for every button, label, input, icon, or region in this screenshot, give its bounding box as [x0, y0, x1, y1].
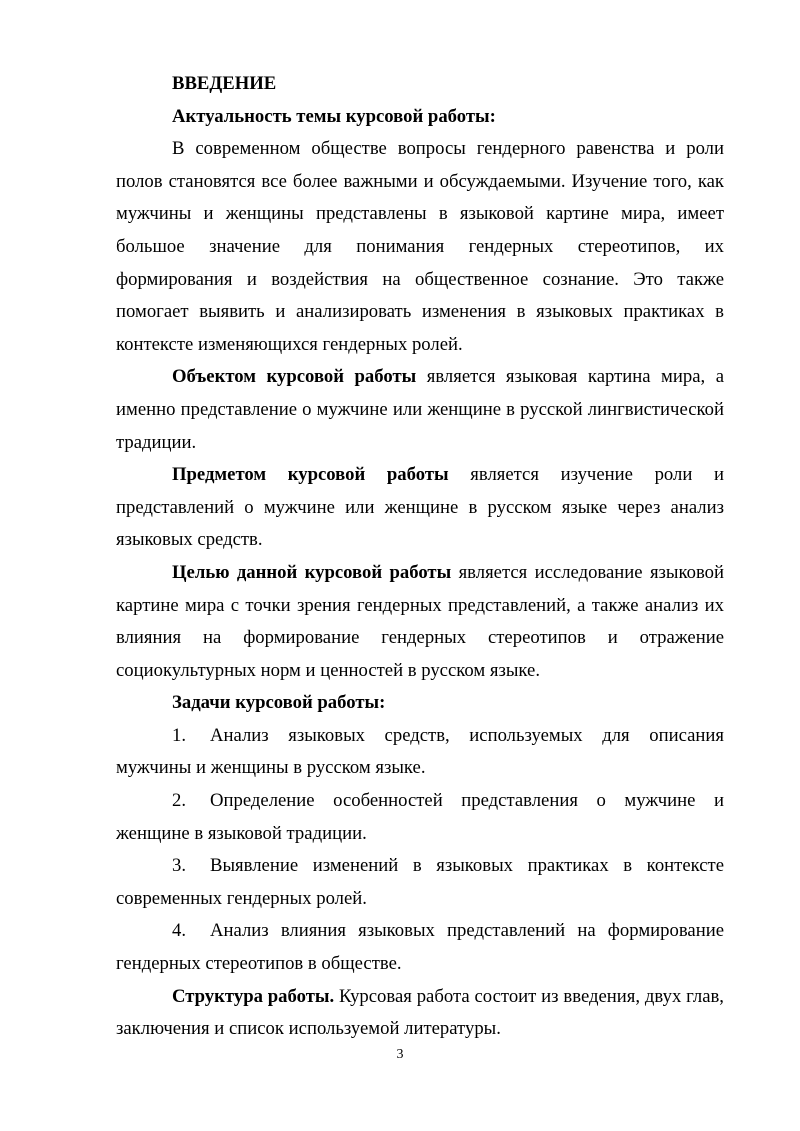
subject-text: является изучение роли и представлений о мужчине или женщине в русском языке через анализ языковых средств. — [116, 464, 724, 551]
section-heading: ВВЕДЕНИЕ — [172, 73, 277, 94]
task-number: 1. — [172, 724, 187, 746]
task-text: Анализ языковых средств, используемых для описания мужчины и женщины в русском языке. — [116, 724, 724, 779]
document-page — [116, 68, 724, 1046]
task-item — [116, 720, 724, 785]
structure-label: Структура работы. — [172, 985, 335, 1007]
object-label: Объектом курсовой работы — [172, 366, 417, 388]
goal-paragraph — [116, 557, 724, 687]
task-number: 2. — [172, 790, 187, 812]
task-item — [116, 850, 724, 915]
task-text: Определение особенностей представления о мужчине и женщине в языковой традиции. — [116, 790, 724, 844]
task-number: 3. — [172, 855, 187, 877]
relevance-title: Актуальность темы курсовой работы: — [172, 105, 496, 127]
goal-label: Целью данной курсовой работы — [172, 561, 452, 583]
structure-text: Курсовая работа состоит из введения, двух глав, заключения и список используемой литературы. — [116, 985, 724, 1040]
object-text: является языковая картина мира, а именно представление о мужчине или женщине в русской лингвистической традиции. — [116, 366, 724, 453]
task-number: 4. — [172, 920, 187, 942]
tasks-title: Задачи курсовой работы: — [172, 692, 386, 714]
subject-label: Предметом курсовой работы — [172, 464, 449, 486]
task-text: Выявление изменений в языковых практиках в контексте современных гендерных ролей. — [116, 855, 724, 909]
structure-paragraph — [116, 981, 724, 1046]
goal-text: является исследование языковой картине мира с точки зрения гендерных представлений, а также анализ их влияния на формирование гендерных стереотипов и отражение социокультурных норм и ценностей в русском языке. — [116, 561, 724, 681]
task-text: Анализ влияния языковых представлений на формирование гендерных стереотипов в обществе. — [116, 920, 724, 975]
subject-paragraph — [116, 459, 724, 557]
relevance-paragraph: В современном обществе вопросы гендерного равенства и роли полов становятся все более важными и обсуждаемыми. Изучение того, как мужчины и женщины представлены в языковой картине мира, имеет большое значение для понимания гендерных стереотипов, их формирования и воздействия на общественное сознание. Это также помогает выявить и анализировать изменения в языковых практиках в контексте изменяющихся гендерных ролей. — [116, 138, 724, 355]
task-item — [116, 785, 724, 850]
task-item — [116, 915, 724, 980]
object-paragraph — [116, 361, 724, 459]
page-number: 3 — [396, 1047, 404, 1062]
